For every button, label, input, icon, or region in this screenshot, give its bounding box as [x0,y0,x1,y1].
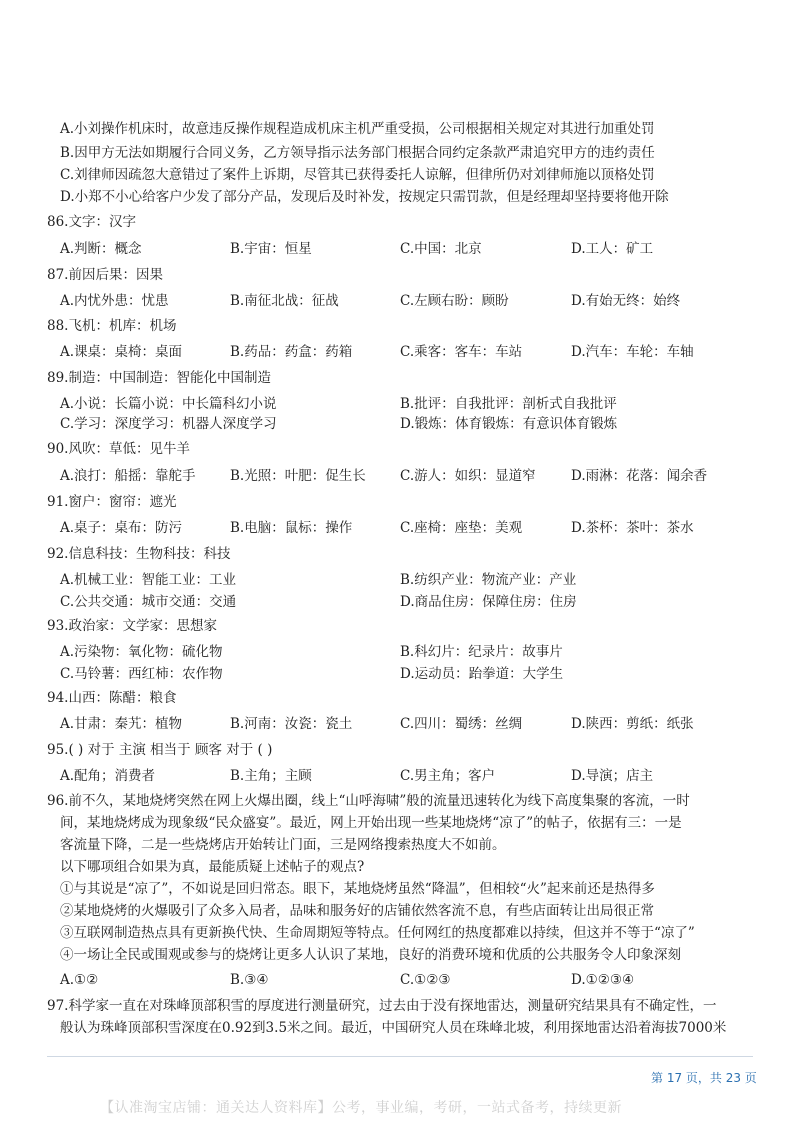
question-94-stem: 94.山西：陈醋：粮食 [47,690,177,706]
question-93-option-d: D.运动员：跆拳道：大学生 [400,666,564,682]
question-92-option-b: B.纺织产业：物流产业：产业 [400,572,577,588]
question-96-statement-4: ④一场让全民或围观或参与的烧烤让更多人认识了某地，良好的消费环境和优质的公共服务令人印象深刻 [60,947,681,963]
question-96-stem-line-2: 间，某地烧烤成为现象级“民众盛宴”。最近，网上开始出现一些某地烧烤“凉了”的帖子，依据有三：一是 [60,815,682,831]
question-91-option-a: A.桌子：桌布：防污 [60,520,183,536]
watermark-text: 【认准淘宝店铺：通关达人资料库】公考，事业编，考研，一站式备考，持续更新 [100,1100,622,1116]
option-a-prev: A.小刘操作机床时，故意违反操作规程造成机床主机严重受损，公司根据相关规定对其进行加重处罚 [60,121,655,137]
question-89-stem: 89.制造：中国制造：智能化中国制造 [47,370,271,386]
question-96-option-d: D.①②③④ [571,972,635,988]
question-90-option-b: B.光照：叶肥：促生长 [230,468,366,484]
question-96-statement-1: ①与其说是“凉了”，不如说是回归常态。眼下，某地烧烤虽然“降温”，但相较“火”起来前还是热得多 [60,881,655,897]
option-c-prev: C.刘律师因疏忽大意错过了案件上诉期，尽管其已获得委托人谅解，但律所仍对刘律师施以顶格处罚 [60,167,655,183]
question-89-option-d: D.锻炼：体育锻炼：有意识体育锻炼 [400,416,618,432]
question-93-option-a: A.污染物：氧化物：硫化物 [60,644,223,660]
question-91-option-d: D.茶杯：茶叶：茶水 [571,520,694,536]
question-91-option-b: B.电脑：鼠标：操作 [230,520,353,536]
question-87-stem: 87.前因后果：因果 [47,267,163,283]
question-88-stem: 88.飞机：机库：机场 [47,318,177,334]
question-91-stem: 91.窗户：窗帘：遮光 [47,494,177,510]
question-91-option-c: C.座椅：座垫：美观 [400,520,523,536]
question-92-stem: 92.信息科技：生物科技：科技 [47,546,231,562]
question-86-option-b: B.宇宙：恒星 [230,241,312,257]
question-88-option-c: C.乘客：客车：车站 [400,344,523,360]
question-96-stem-line-1: 96.前不久，某地烧烤突然在网上火爆出圈，线上“山呼海啸”般的流量迅速转化为线下高度集聚的客流，一时 [47,793,690,809]
page-number: 第 17 页，共 23 页 [651,1071,757,1085]
question-86-option-a: A.判断：概念 [60,241,142,257]
question-87-option-c: C.左顾右盼：顾盼 [400,293,509,309]
question-93-option-b: B.科幻片：纪录片：故事片 [400,644,563,660]
question-96-statement-3: ③互联网制造热点具有更新换代快、生命周期短等特点。任何网红的热度都难以持续，但这并不等于“凉了” [60,925,695,941]
question-95-option-d: D.导演；店主 [571,768,654,784]
question-87-option-b: B.南征北战：征战 [230,293,339,309]
question-96-option-b: B.③④ [230,972,269,988]
question-95-option-c: C.男主角；客户 [400,768,496,784]
question-89-option-b: B.批评：自我批评：剖析式自我批评 [400,396,617,412]
question-92-option-a: A.机械工业：智能工业：工业 [60,572,237,588]
question-93-stem: 93.政治家：文学家：思想家 [47,618,217,634]
question-89-option-a: A.小说：长篇小说：中长篇科幻小说 [60,396,277,412]
question-95-option-a: A.配角；消费者 [60,768,156,784]
question-89-option-c: C.学习：深度学习：机器人深度学习 [60,416,277,432]
question-88-option-a: A.课桌：桌椅：桌面 [60,344,183,360]
question-94-option-b: B.河南：汝瓷：瓷土 [230,716,353,732]
question-94-option-d: D.陕西：剪纸：纸张 [571,716,694,732]
question-86-option-c: C.中国：北京 [400,241,482,257]
question-86-stem: 86.文字：汉字 [47,214,136,230]
question-94-option-c: C.四川：蜀绣：丝绸 [400,716,523,732]
question-90-option-d: D.雨淋：花落：闻余香 [571,468,708,484]
question-87-option-a: A.内忧外患：忧患 [60,293,169,309]
question-96-option-c: C.①②③ [400,972,451,988]
question-90-stem: 90.风吹：草低：见牛羊 [47,441,190,457]
question-88-option-b: B.药品：药盒：药箱 [230,344,353,360]
option-b-prev: B.因甲方无法如期履行合同义务，乙方领导指示法务部门根据合同约定条款严肃追究甲方的违约责任 [60,145,655,161]
question-97-stem-line-1: 97.科学家一直在对珠峰顶部积雪的厚度进行测量研究，过去由于没有探地雷达，测量研究结果具有不确定性，一 [47,998,717,1014]
question-92-option-c: C.公共交通：城市交通：交通 [60,594,237,610]
question-97-stem-line-2: 般认为珠峰顶部积雪深度在0.92到3.5米之间。最近，中国研究人员在珠峰北坡，利用探地雷达沿着海拔7000米 [60,1020,727,1036]
question-96-option-a: A.①② [60,972,99,988]
question-90-option-a: A.浪打：船摇：靠舵手 [60,468,196,484]
question-86-option-d: D.工人：矿工 [571,241,654,257]
question-96-stem-line-3: 客流量下降，二是一些烧烤店开始转让门面，三是网络搜索热度大不如前。 [60,837,506,853]
question-90-option-c: C.游人：如织：显道窄 [400,468,536,484]
question-87-option-d: D.有始无终：始终 [571,293,681,309]
question-94-option-a: A.甘肃：秦艽：植物 [60,716,183,732]
footer-divider [47,1056,753,1057]
question-92-option-d: D.商品住房：保障住房：住房 [400,594,577,610]
question-96-prompt: 以下哪项组合如果为真，最能质疑上述帖子的观点? [60,859,365,875]
option-d-prev: D.小郑不小心给客户少发了部分产品，发现后及时补发，按规定只需罚款，但是经理却坚持要将他开除 [60,189,669,205]
question-88-option-d: D.汽车：车轮：车轴 [571,344,694,360]
question-93-option-c: C.马铃薯：西红柿：农作物 [60,666,223,682]
question-96-statement-2: ②某地烧烤的火爆吸引了众多入局者，品味和服务好的店铺依然客流不息，有些店面转让出局很正常 [60,903,654,919]
question-95-option-b: B.主角；主顾 [230,768,312,784]
question-95-stem: 95.( ) 对于 主演 相当于 顾客 对于 ( ) [47,742,273,758]
